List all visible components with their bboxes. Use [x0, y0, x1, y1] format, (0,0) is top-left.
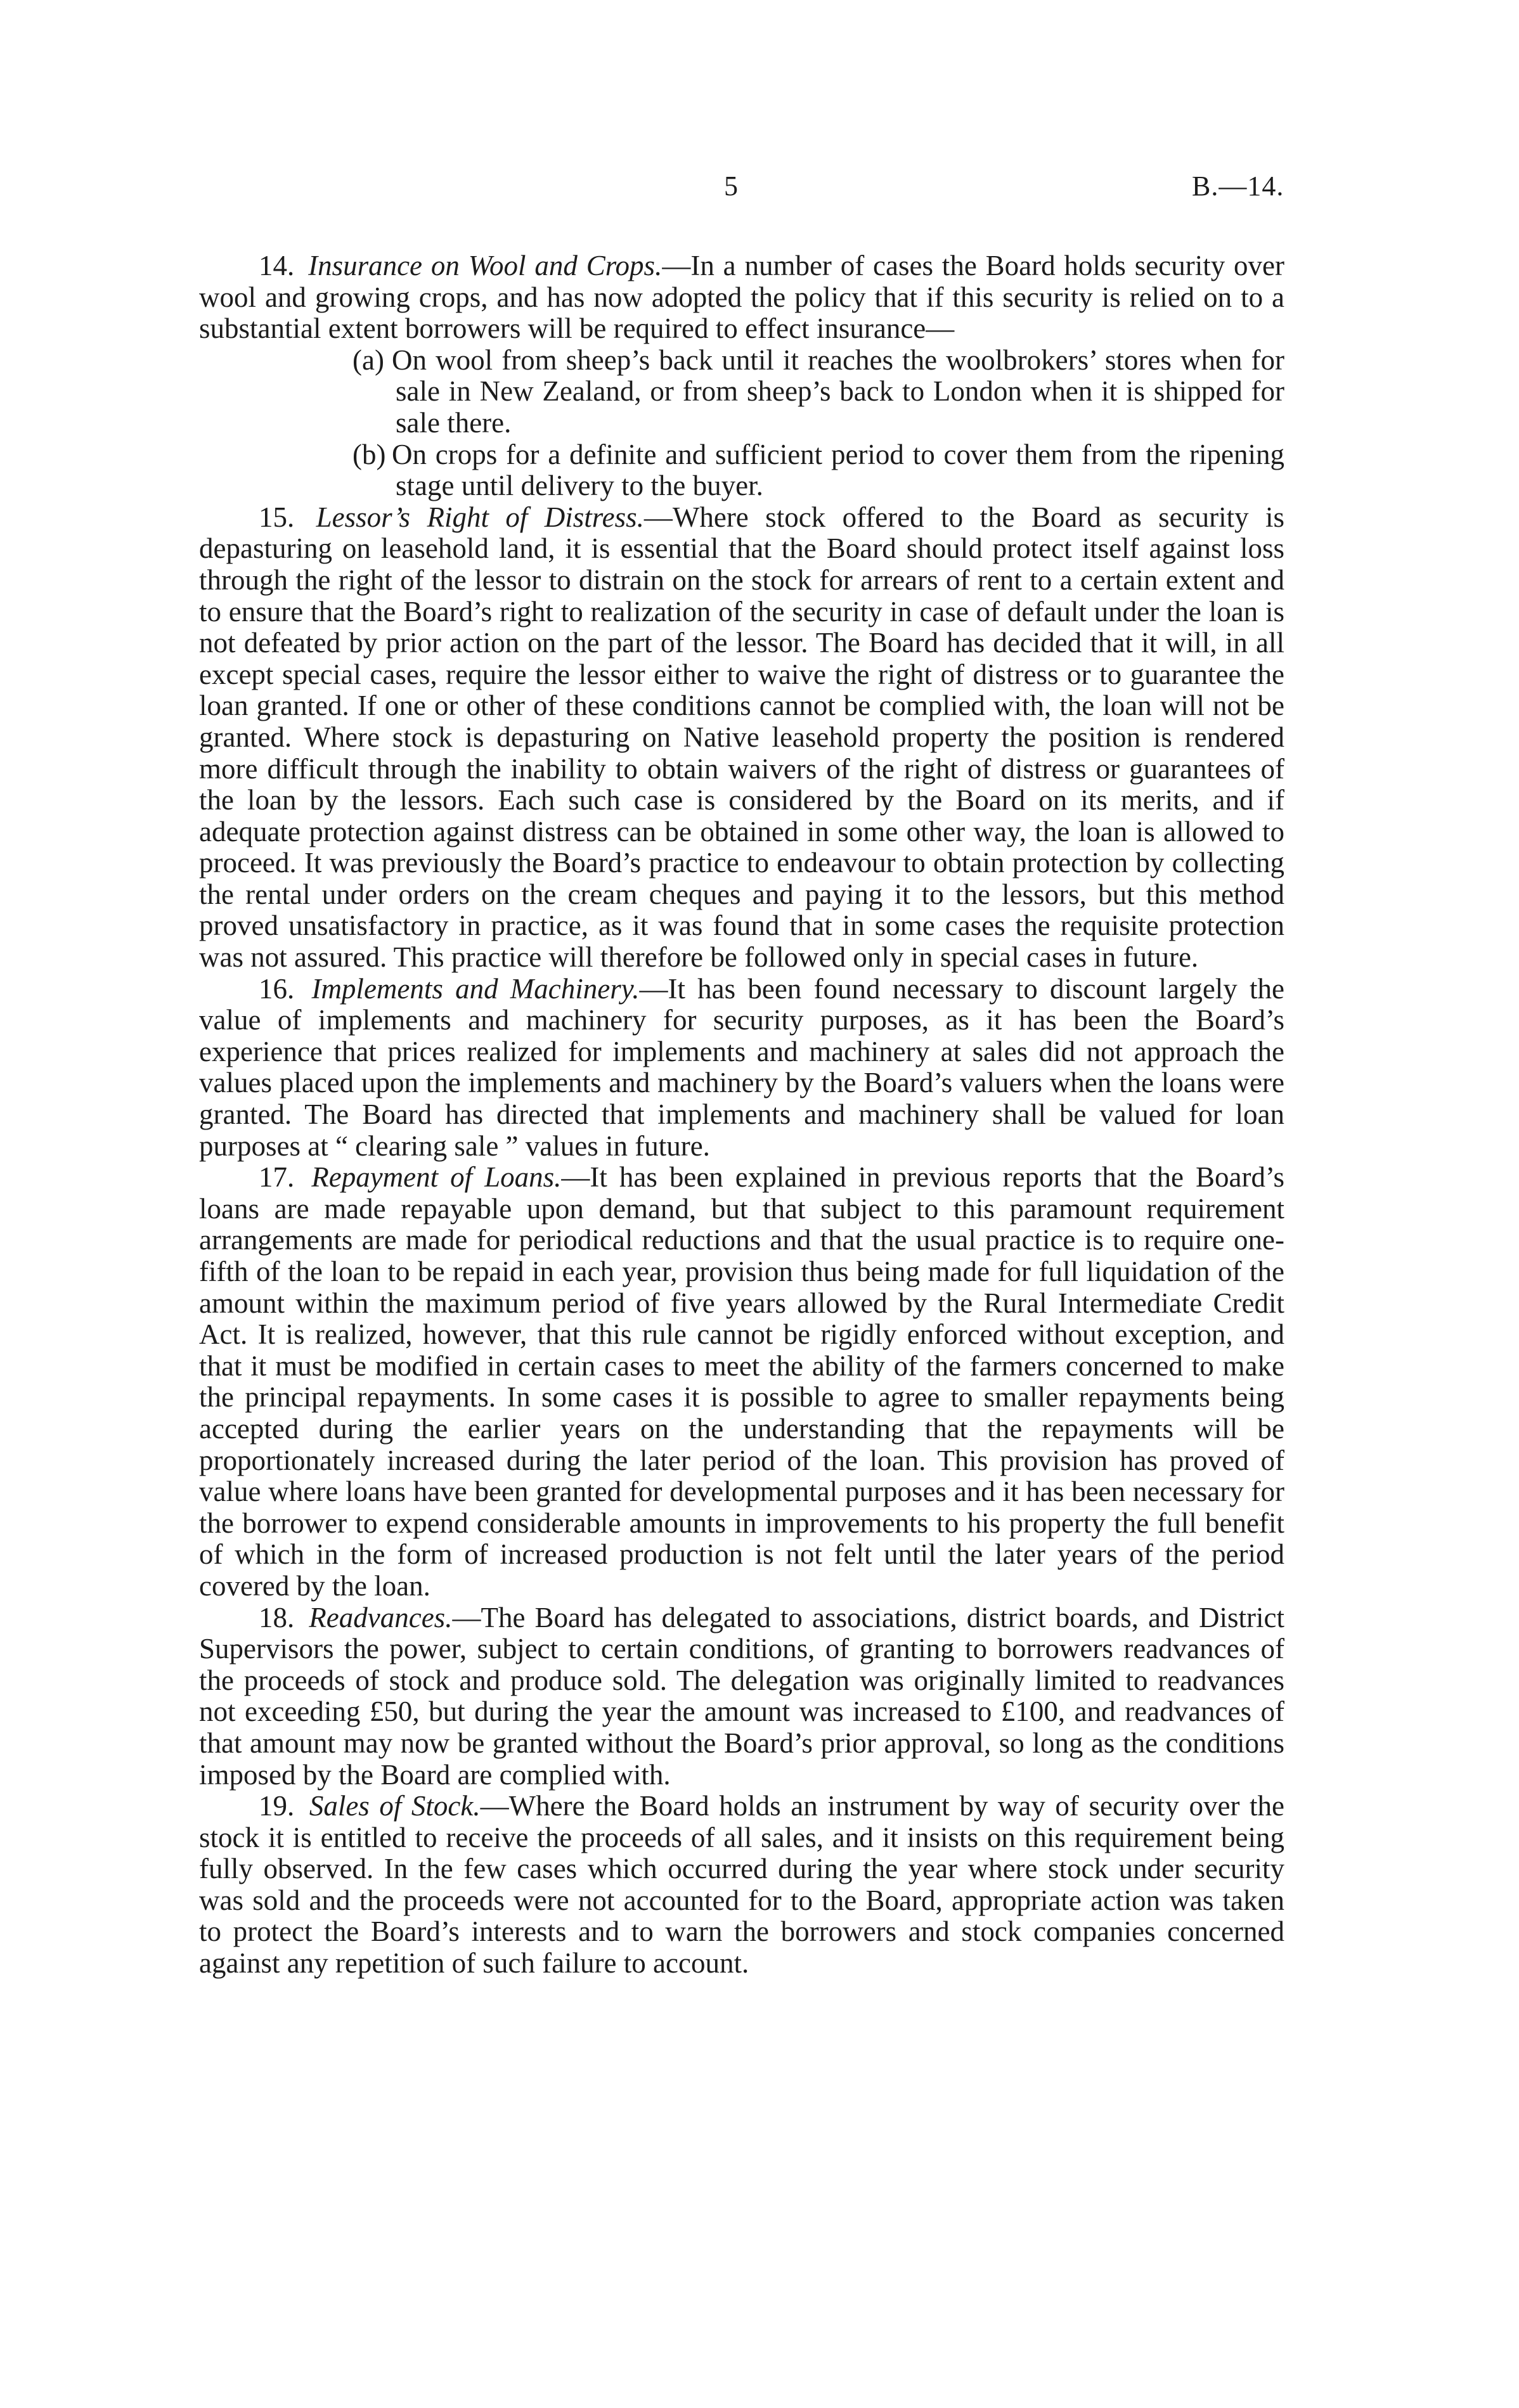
paragraph-text: —Where stock offered to the Board as security is depasturing on leasehold land, it is essential that the Board should protect itself against loss through the right of the lessor to distrain on the stock for arrears of rent to a certain extent and to ensure that the Board’s right to realization of the security in case of default under the loan is not defeated by prior action on the part of the lessor. The Board has decided that it will, in all except special cases, require the lessor either to waive the right of distress or to guarantee the loan granted. If one or other of these conditions cannot be complied with, the loan will not be granted. Where stock is depasturing on Native leasehold property the position is rendered more difficult through the inability to obtain waivers of the right of distress or guarantees of the loan by the lessors. Each such case is considered by the Board on its merits, and if adequate protection against distress can be obtained in some other way, the loan is allowed to proceed. It was previously the Board’s practice to endeavour to obtain protection by collecting the rental under orders on the cream cheques and paying it to the lessors, but this method proved unsatisfactory in practice, as it was found that in some cases the requisite protection was not assured. This practice will therefore be followed only in special cases in future.	[199, 501, 1284, 974]
list-item-label: (a)	[352, 344, 384, 376]
document-body	[199, 250, 1284, 1980]
paragraph-number: 15.	[259, 501, 295, 533]
paragraph-text: —Where the Board holds an instrument by way of security over the stock it is entitled to receive the proceeds of all sales, and it insists on this requirement being fully observed. In the few cases which occurred during the year where stock under security was sold and the proceeds were not accounted for to the Board, appropriate action was taken to protect the Board’s interests and to warn the borrowers and stock companies concerned against any repetition of such failure to account.	[199, 1790, 1284, 1980]
paragraph-heading: Lessor’s Right of Distress.	[316, 501, 644, 533]
paragraph-text: —The Board has delegated to associations, district boards, and District Supervisors the power, subject to certain conditions, of granting to borrowers readvances of the proceeds of stock and produce sold. The delegation was originally limited to readvances not exceeding £50, but during the year the amount was increased to £100, and readvances of that amount may now be granted without the Board’s prior approval, so long as the conditions imposed by the Board are complied with.	[199, 1601, 1285, 1791]
page-header	[0, 170, 1519, 221]
page-number: 5	[724, 171, 738, 202]
paragraph-number: 14.	[259, 250, 295, 281]
paragraph-text: —It has been explained in previous reports that the Board’s loans are made repayable upon demand, but that subject to this paramount requirement arrangements are made for periodical reductions and that the usual practice is to require one-fifth of the loan to be repaid in each year, provision thus being made for full liquidation of the amount within the maximum period of five years allowed by the Rural Intermediate Credit Act. It is realized, however, that this rule cannot be rigidly enforced without exception, and that it must be modified in certain cases to meet the ability of the farmers concerned to make the principal repayments. In some cases it is possible to agree to smaller repayments being accepted during the earlier years on the understanding that the repayments will be proportionately increased during the later period of the loan. This provision has proved of value where loans have been granted for developmental purposes and it has been necessary for the borrower to expend considerable amounts in improvements to his property the full benefit of which in the form of increased production is not felt until the later years of the period covered by the loan.	[199, 1161, 1284, 1602]
paragraph-heading: Sales of Stock.	[309, 1790, 481, 1822]
list-item-text: On wool from sheep’s back until it reaches the woolbrokers’ stores when for sale in New Zealand, or from sheep’s back to London when it is shipped for sale there.	[392, 344, 1284, 439]
paragraph-14	[199, 250, 1284, 345]
paragraph-number: 16.	[259, 972, 295, 1005]
paragraph-15	[199, 502, 1284, 974]
paragraph-19	[199, 1791, 1284, 1980]
paragraph-heading: Readvances.	[309, 1601, 453, 1633]
list-item-label: (b)	[352, 438, 386, 470]
list-item	[352, 345, 1284, 439]
paper-reference: B.—14.	[1192, 171, 1284, 202]
paragraph-17	[199, 1162, 1284, 1602]
paragraph-heading: Repayment of Loans.	[311, 1161, 562, 1194]
paragraph-heading: Implements and Machinery.	[311, 972, 640, 1005]
paragraph-number: 19.	[259, 1790, 295, 1822]
paragraph-text: —It has been found necessary to discount largely the value of implements and machinery for security purposes, as it has been the Board’s experience that prices realized for implements and machinery at sales did not approach the values placed upon the implements and machinery by the Board’s valuers when the loans were granted. The Board has directed that implements and machinery shall be valued for loan purposes at “ clearing sale ” values in future.	[199, 972, 1284, 1162]
paragraph-text: —In a number of cases the Board holds security over wool and growing crops, and has now adopted the policy that if this security is relied on to a substantial extent borrowers will be required to effect insurance—	[199, 250, 1284, 345]
paragraph-number: 18.	[259, 1601, 295, 1633]
list-item-text: On crops for a definite and sufficient period to cover them from the ripening stage until delivery to the buyer.	[392, 438, 1284, 502]
list-item	[352, 439, 1284, 502]
paragraph-18	[199, 1602, 1284, 1791]
paragraph-heading: Insurance on Wool and Crops.	[308, 250, 663, 281]
paragraph-number: 17.	[259, 1161, 295, 1194]
paragraph-16	[199, 974, 1284, 1162]
